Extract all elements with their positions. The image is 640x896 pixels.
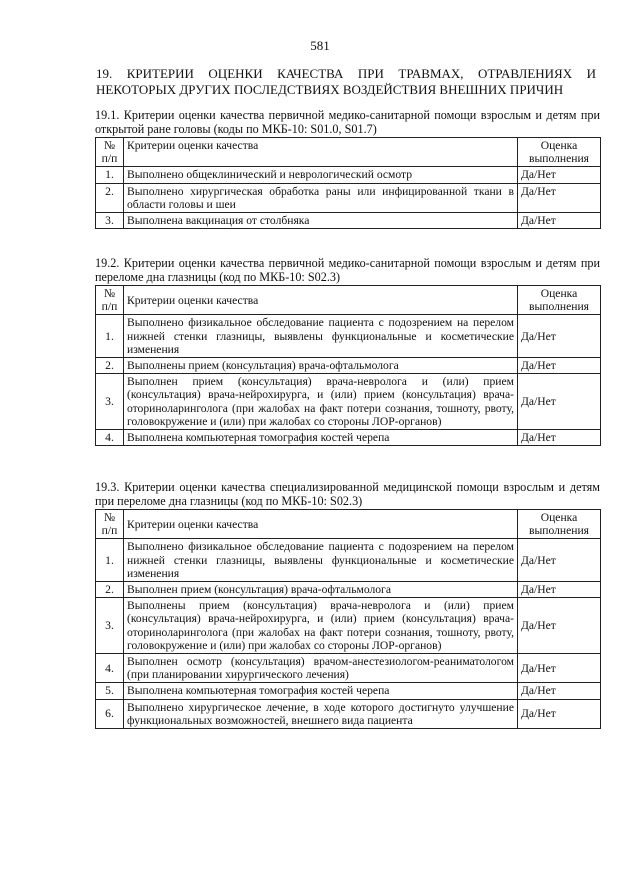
page-number: 581 xyxy=(310,38,330,53)
header-num: № п/п xyxy=(96,286,124,315)
header-result: Оценка выполнения xyxy=(518,138,601,167)
row-num: 3. xyxy=(96,598,124,654)
row-criteria: Выполнено физикальное обследование пациента с подозрением на перелом нижней стенки глазницы, выявлены функциональные и косметические изменения xyxy=(124,539,518,582)
table-row xyxy=(96,183,601,212)
row-result: Да/Нет xyxy=(518,183,601,212)
row-result: Да/Нет xyxy=(518,430,601,446)
row-criteria: Выполнена компьютерная томография костей черепа xyxy=(124,430,518,446)
row-num: 3. xyxy=(96,374,124,430)
section-19-3 xyxy=(95,480,600,729)
criteria-table xyxy=(95,137,601,229)
row-criteria: Выполнено хирургическая обработка раны или инфицированной ткани в области головы и шеи xyxy=(124,183,518,212)
criteria-table xyxy=(95,509,601,729)
table-row xyxy=(96,213,601,229)
row-result: Да/Нет xyxy=(518,374,601,430)
row-num: 5. xyxy=(96,683,124,699)
row-criteria: Выполнены прием (консультация) врача-офтальмолога xyxy=(124,358,518,374)
row-num: 4. xyxy=(96,430,124,446)
section-heading: 19.2. Критерии оценки качества первичной медико-санитарной помощи взрослым и детям при переломе дна глазницы (код по МКБ-10: S02.3) xyxy=(95,256,600,284)
table-header-row xyxy=(96,286,601,315)
row-num: 3. xyxy=(96,213,124,229)
table-header-row xyxy=(96,138,601,167)
table-row xyxy=(96,430,601,446)
row-result: Да/Нет xyxy=(518,582,601,598)
row-result: Да/Нет xyxy=(518,539,601,582)
table-row xyxy=(96,699,601,728)
row-num: 2. xyxy=(96,582,124,598)
table-row xyxy=(96,582,601,598)
row-result: Да/Нет xyxy=(518,683,601,699)
header-criteria: Критерии оценки качества xyxy=(124,138,518,167)
table-header-row xyxy=(96,510,601,539)
table-row xyxy=(96,315,601,358)
row-criteria: Выполнены прием (консультация) врача-невролога и (или) прием (консультация) врача-нейрохирурга, и (или) прием (консультация) врача-оториноларинголога (при жалобах на факт потери сознания, тошноту, рвоту, головокружение и (или) при жалобах со стороны ЛОР-органов) xyxy=(124,598,518,654)
row-result: Да/Нет xyxy=(518,213,601,229)
row-num: 6. xyxy=(96,699,124,728)
row-num: 1. xyxy=(96,315,124,358)
criteria-table xyxy=(95,285,601,446)
row-criteria: Выполнена компьютерная томография костей черепа xyxy=(124,683,518,699)
section-19-2 xyxy=(95,256,600,446)
row-result: Да/Нет xyxy=(518,699,601,728)
row-criteria: Выполнено хирургическое лечение, в ходе которого достигнуто улучшение функциональных возможностей, внешнего вида пациента xyxy=(124,699,518,728)
document-title: 19. КРИТЕРИИ ОЦЕНКИ КАЧЕСТВА ПРИ ТРАВМАХ, ОТРАВЛЕНИЯХ И НЕКОТОРЫХ ДРУГИХ ПОСЛЕДСТВИЯХ ВОЗДЕЙСТВИЯ ВНЕШНИХ ПРИЧИН xyxy=(96,66,596,97)
table-row xyxy=(96,654,601,683)
row-num: 4. xyxy=(96,654,124,683)
row-num: 1. xyxy=(96,167,124,183)
table-row xyxy=(96,539,601,582)
row-criteria: Выполнено общеклинический и неврологический осмотр xyxy=(124,167,518,183)
table-row xyxy=(96,358,601,374)
row-result: Да/Нет xyxy=(518,315,601,358)
header-num: № п/п xyxy=(96,138,124,167)
header-result: Оценка выполнения xyxy=(518,286,601,315)
row-result: Да/Нет xyxy=(518,358,601,374)
section-heading: 19.3. Критерии оценки качества специализированной медицинской помощи взрослым и детям при переломе дна глазницы (код по МКБ-10: S02.3) xyxy=(95,480,600,508)
header-criteria: Критерии оценки качества xyxy=(124,510,518,539)
table-row xyxy=(96,167,601,183)
row-num: 2. xyxy=(96,358,124,374)
row-criteria: Выполнен прием (консультация) врача-офтальмолога xyxy=(124,582,518,598)
row-criteria: Выполнен прием (консультация) врача-невролога и (или) прием (консультация) врача-нейрохирурга, и (или) прием (консультация) врача-оториноларинголога (при жалобах на факт потери сознания, тошноту, рвоту, головокружение и (или) при жалобах со стороны ЛОР-органов) xyxy=(124,374,518,430)
row-criteria: Выполнен осмотр (консультация) врачом-анестезиологом-реаниматологом (при планировании хирургического лечения) xyxy=(124,654,518,683)
row-criteria: Выполнена вакцинация от столбняка xyxy=(124,213,518,229)
row-num: 1. xyxy=(96,539,124,582)
section-19-1 xyxy=(95,108,600,229)
table-row xyxy=(96,683,601,699)
table-row xyxy=(96,598,601,654)
row-result: Да/Нет xyxy=(518,167,601,183)
header-num: № п/п xyxy=(96,510,124,539)
row-result: Да/Нет xyxy=(518,654,601,683)
table-row xyxy=(96,374,601,430)
row-result: Да/Нет xyxy=(518,598,601,654)
section-heading: 19.1. Критерии оценки качества первичной медико-санитарной помощи взрослым и детям при открытой ране головы (коды по МКБ-10: S01.0, S01.7) xyxy=(95,108,600,136)
header-criteria: Критерии оценки качества xyxy=(124,286,518,315)
row-criteria: Выполнено физикальное обследование пациента с подозрением на перелом нижней стенки глазницы, выявлены функциональные и косметические изменения xyxy=(124,315,518,358)
header-result: Оценка выполнения xyxy=(518,510,601,539)
row-num: 2. xyxy=(96,183,124,212)
